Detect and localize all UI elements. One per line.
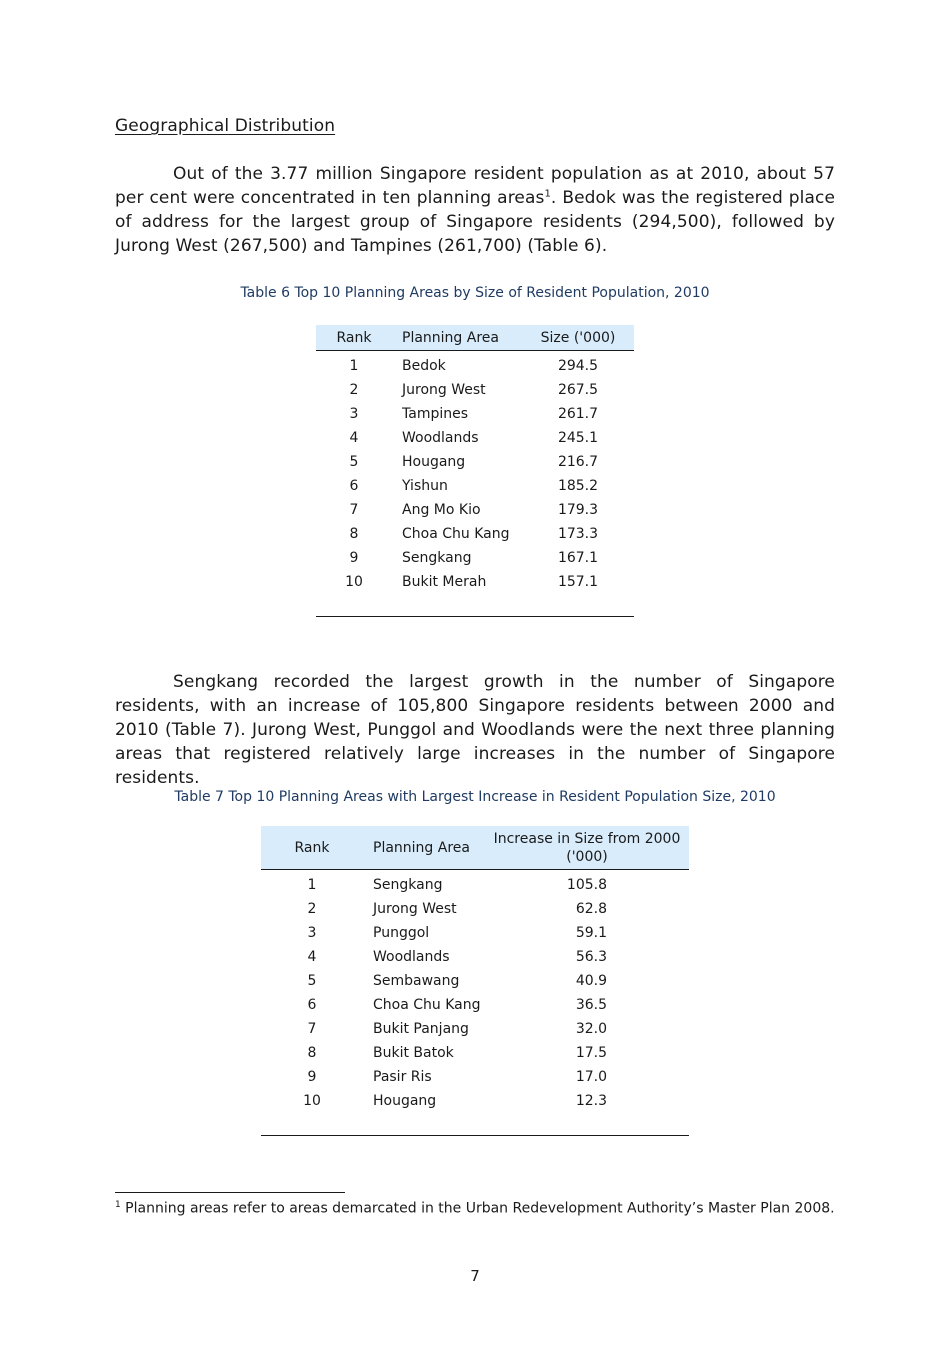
table6-cell-value: 173.3 — [557, 526, 599, 542]
table7-cell-area: Hougang — [373, 1093, 437, 1109]
footnote-reference[interactable]: 1 — [544, 188, 551, 200]
table6-cell-rank: 4 — [349, 430, 359, 446]
table7-cell-rank: 9 — [307, 1069, 317, 1085]
table7-row — [261, 945, 689, 969]
table6-cell-rank: 5 — [349, 454, 359, 470]
table7-bottom-rule — [261, 1113, 689, 1136]
table7-row — [261, 921, 689, 945]
table7-cell-rank: 6 — [307, 997, 317, 1013]
table6-cell-rank: 3 — [349, 406, 359, 422]
table6-row — [316, 546, 634, 570]
table6-cell-value: 267.5 — [557, 382, 599, 398]
table7-cell-value: 56.3 — [575, 949, 607, 965]
table7-cell-rank: 4 — [307, 949, 317, 965]
paragraph-text: Out of the 3.77 million Singapore resident population as at 2010, about 57 per cent were concentrated in ten planning areas — [115, 164, 835, 208]
table6-cell-area: Ang Mo Kio — [402, 502, 481, 518]
table6-cell-rank: 9 — [349, 550, 359, 566]
paragraph-text: . Bedok was the registered place of address for the largest group of Singapore residents (294,500), followed by Jurong West (267,500) and Tampines (261,700) (Table 6). — [115, 188, 836, 256]
table6-row — [316, 498, 634, 522]
footnote-text: Planning areas refer to areas demarcated in the Urban Redevelopment Authority’s Master Plan 2008. — [120, 1200, 835, 1217]
table7-cell-value: 40.9 — [575, 973, 607, 989]
table7-cell-area: Jurong West — [373, 901, 457, 917]
table6-body — [316, 351, 634, 617]
table7-row — [261, 1041, 689, 1065]
table6-row — [316, 378, 634, 402]
table7-cell-value: 17.5 — [575, 1045, 607, 1061]
table6-cell-area: Jurong West — [402, 382, 486, 398]
table7-row — [261, 1089, 689, 1113]
table6-cell-area: Sengkang — [402, 550, 472, 566]
table7-cell-rank: 5 — [307, 973, 317, 989]
table7-cell-area: Choa Chu Kang — [373, 997, 481, 1013]
table7-header-rank: Rank — [261, 826, 363, 870]
table6-header-size: Size ('000) — [522, 325, 634, 351]
paragraph-sengkang-growth: Sengkang recorded the largest growth in the number of Singapore residents, with an increase of 105,800 Singapore residents between 2000 and 2010 (Table 7). Jurong West, Punggol and Woodlands were the next three planning areas that registered relatively large increases in the number of Singapore residents. — [115, 672, 835, 788]
footnote — [115, 1200, 835, 1217]
table7-cell-value: 32.0 — [575, 1021, 607, 1037]
table7-row — [261, 1017, 689, 1041]
table7-header-area: Planning Area — [363, 826, 485, 870]
table6-cell-area: Tampines — [402, 406, 469, 422]
table6-row — [316, 570, 634, 594]
table6-row — [316, 426, 634, 450]
table7-header-increase — [485, 826, 689, 870]
table6-cell-area: Yishun — [402, 478, 448, 494]
table7-cell-value: 62.8 — [575, 901, 607, 917]
table7-cell-rank: 1 — [307, 877, 317, 893]
table6-cell-area: Woodlands — [402, 430, 479, 446]
footnote-marker: 1 — [115, 1200, 121, 1210]
table6-header-rank: Rank — [316, 325, 392, 351]
table6-cell-value: 167.1 — [557, 550, 599, 566]
table6-cell-value: 216.7 — [557, 454, 599, 470]
table6-cell-rank: 7 — [349, 502, 359, 518]
section-heading: Geographical Distribution — [115, 116, 336, 136]
table7-cell-rank: 8 — [307, 1045, 317, 1061]
table6-cell-value: 261.7 — [557, 406, 599, 422]
table6-cell-rank: 8 — [349, 526, 359, 542]
table6-header-row — [316, 325, 634, 351]
table7-row — [261, 870, 689, 898]
table7-cell-value: 12.3 — [575, 1093, 607, 1109]
table6-row — [316, 522, 634, 546]
table7-body — [261, 870, 689, 1136]
table6-cell-value: 245.1 — [557, 430, 599, 446]
table7-cell-area: Bukit Panjang — [373, 1021, 469, 1037]
table7-row — [261, 1065, 689, 1089]
table7-header-increase-line1: Increase in Size from 2000 — [493, 830, 681, 847]
table6-caption: Table 6 Top 10 Planning Areas by Size of Resident Population, 2010 — [240, 285, 710, 301]
table6-cell-area: Bukit Merah — [402, 574, 487, 590]
table7-header-increase-line2: ('000) — [566, 848, 608, 865]
table6-row — [316, 474, 634, 498]
table7-cell-value: 105.8 — [566, 877, 607, 893]
table6-row — [316, 450, 634, 474]
table7-cell-value: 17.0 — [575, 1069, 607, 1085]
page-number: 7 — [470, 1267, 480, 1285]
table7-cell-area: Woodlands — [373, 949, 450, 965]
table7-cell-value: 36.5 — [575, 997, 607, 1013]
table6 — [316, 325, 634, 617]
table7-cell-area: Pasir Ris — [373, 1069, 432, 1085]
table6-cell-area: Bedok — [402, 358, 446, 374]
table6-row — [316, 351, 634, 379]
table6-cell-rank: 2 — [349, 382, 359, 398]
table6-cell-value: 179.3 — [557, 502, 599, 518]
table7-row — [261, 897, 689, 921]
table7-caption: Table 7 Top 10 Planning Areas with Largest Increase in Resident Population Size, 2010 — [174, 789, 776, 805]
table7-row — [261, 969, 689, 993]
table7-row — [261, 993, 689, 1017]
table7-cell-area: Punggol — [373, 925, 430, 941]
table7-cell-rank: 10 — [303, 1093, 321, 1109]
footnote-divider — [115, 1192, 345, 1193]
table7-cell-area: Bukit Batok — [373, 1045, 454, 1061]
table6-bottom-rule — [316, 594, 634, 617]
table7-cell-area: Sengkang — [373, 877, 443, 893]
table7-header-row — [261, 826, 689, 870]
table7-cell-value: 59.1 — [575, 925, 607, 941]
table6-cell-area: Hougang — [402, 454, 466, 470]
table6-cell-value: 185.2 — [557, 478, 599, 494]
table6-cell-value: 294.5 — [557, 358, 599, 374]
table6-cell-rank: 1 — [349, 358, 359, 374]
table6-row — [316, 402, 634, 426]
table7-cell-area: Sembawang — [373, 973, 460, 989]
table7-cell-rank: 2 — [307, 901, 317, 917]
table6-header-area: Planning Area — [392, 325, 522, 351]
table6-cell-rank: 10 — [345, 574, 363, 590]
paragraph-geographical-distribution — [115, 162, 835, 258]
table7-cell-rank: 7 — [307, 1021, 317, 1037]
table6-cell-rank: 6 — [349, 478, 359, 494]
table6-cell-value: 157.1 — [557, 574, 599, 590]
table6-cell-area: Choa Chu Kang — [402, 526, 510, 542]
table7 — [261, 826, 689, 1136]
table7-cell-rank: 3 — [307, 925, 317, 941]
